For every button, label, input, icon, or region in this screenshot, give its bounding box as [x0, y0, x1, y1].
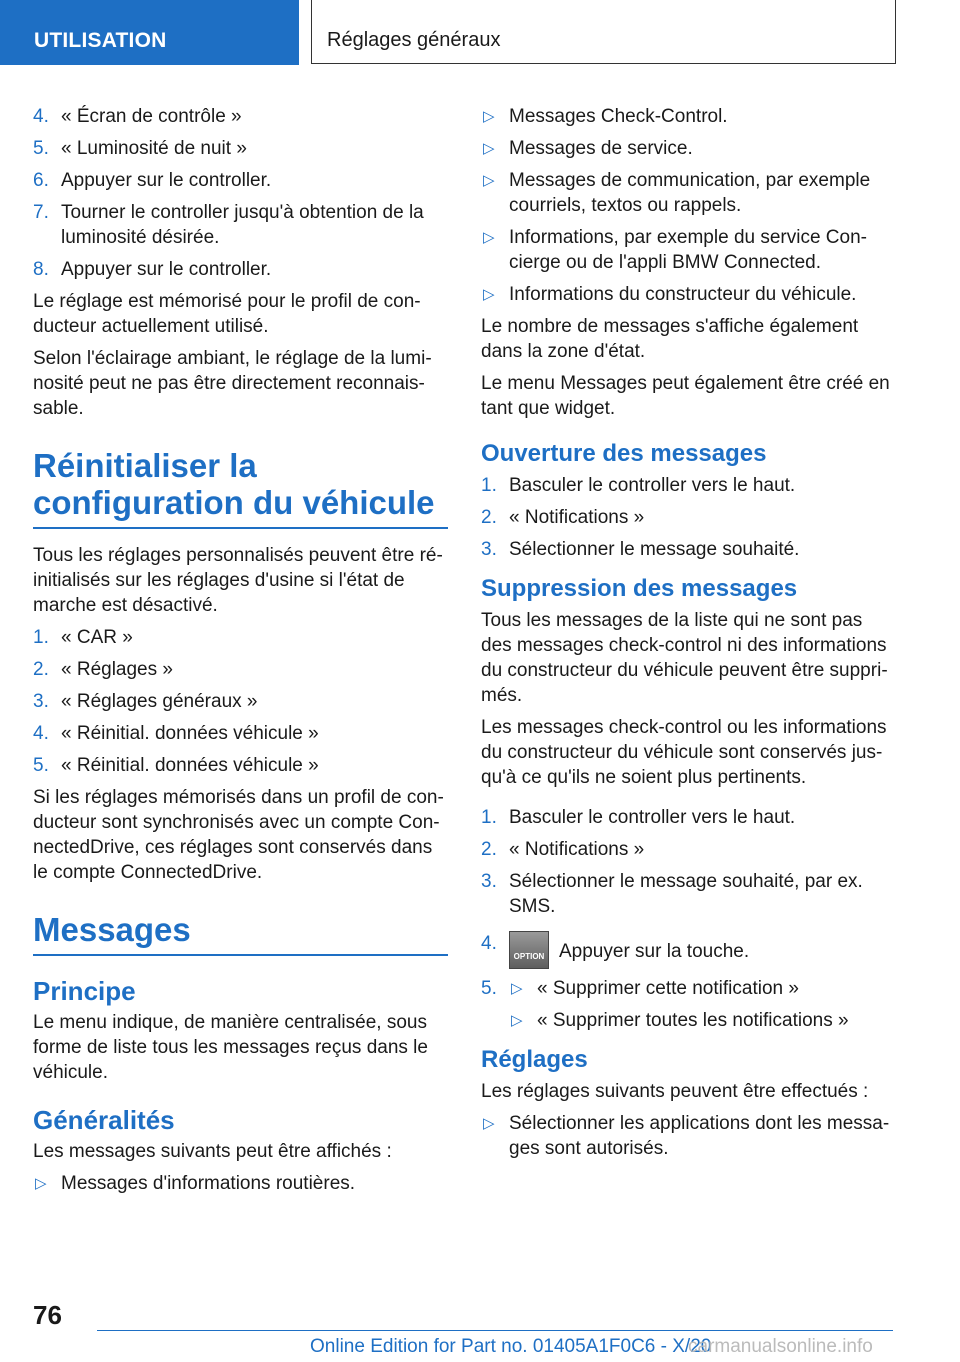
triangle-bullet-icon: ▷ — [35, 1175, 47, 1192]
bullet-text: Messages de service. — [509, 138, 693, 159]
triangle-bullet-icon: ▷ — [483, 1115, 495, 1132]
section-title: UTILISATION — [34, 29, 167, 52]
step-number: 5. — [33, 138, 49, 159]
bullet-text: Informations, par exemple du service Concierge ou de l'appli BMW Connected. — [509, 227, 867, 273]
step-number: 8. — [33, 259, 49, 280]
list-item — [33, 753, 448, 778]
step-text: Basculer le controller vers le haut. — [509, 475, 796, 496]
paragraph: Le menu Messages peut également être créé en tant que widget. — [481, 373, 890, 419]
paragraph: Les messages suivants peut être affichés : — [33, 1141, 392, 1162]
step-number: 2. — [33, 659, 49, 680]
list-item — [481, 1111, 896, 1161]
list-item — [481, 976, 896, 1033]
triangle-bullet-icon: ▷ — [483, 140, 495, 157]
bullet-text: Messages d'informations routières. — [61, 1173, 356, 1194]
paragraph: Le nombre de messages s'affiche également dans la zone d'état. — [481, 316, 859, 362]
step-number: 4. — [481, 933, 497, 954]
triangle-bullet-icon: ▷ — [483, 108, 495, 125]
list-item — [33, 657, 448, 682]
triangle-bullet-icon: ▷ — [511, 1012, 523, 1029]
step-text: « Réinitial. données véhicule » — [61, 755, 319, 776]
watermark: carmanualsonline.info — [688, 1336, 873, 1357]
paragraph: Si les réglages mémorisés dans un profil de conducteur sont synchronisés avec un compte ConnectedDrive, ces réglages sont conservés dans le compte ConnectedDrive. — [33, 787, 444, 883]
step-number: 1. — [481, 807, 497, 828]
sub-item — [509, 1008, 896, 1033]
list-item — [33, 168, 448, 193]
chapter-title: Réglages généraux — [327, 29, 501, 51]
step-number: 5. — [481, 978, 497, 999]
list-item — [33, 721, 448, 746]
list-item — [481, 505, 896, 530]
list-item — [481, 136, 896, 161]
paragraph: Le réglage est mémorisé pour le profil de conducteur actuellement utilisé. — [33, 291, 421, 337]
step-text: « CAR » — [61, 627, 133, 648]
step-number: 1. — [33, 627, 49, 648]
list-item — [481, 931, 896, 969]
triangle-bullet-icon: ▷ — [483, 229, 495, 246]
step-number: 2. — [481, 507, 497, 528]
list-item — [481, 837, 896, 862]
paragraph: Selon l'éclairage ambiant, le réglage de la luminosité peut ne pas être directement reconnaissable. — [33, 348, 432, 419]
bullet-text: Informations du constructeur du véhicule. — [509, 284, 857, 305]
option-button-icon — [509, 931, 549, 969]
heading-settings: Réglages — [481, 1046, 588, 1073]
step-number: 3. — [481, 871, 497, 892]
step-number: 3. — [33, 691, 49, 712]
bullet-text: Sélectionner les applications dont les messages sont autorisés. — [509, 1113, 890, 1159]
list-item — [481, 869, 896, 919]
step-text: Appuyer sur la touche. — [559, 941, 750, 962]
list-item — [481, 225, 896, 275]
step-number: 1. — [481, 475, 497, 496]
list-item — [481, 168, 896, 218]
triangle-bullet-icon: ▷ — [511, 980, 523, 997]
footer-rule — [97, 1330, 893, 1331]
heading-messages: Messages — [33, 911, 448, 956]
list-item — [33, 104, 448, 129]
paragraph: Les messages check-control ou les informations du constructeur du véhicule sont conservés jusqu'à ce qu'ils ne soient plus pertinents. — [481, 717, 887, 788]
step-number: 2. — [481, 839, 497, 860]
list-item — [33, 1171, 448, 1196]
sub-text: « Supprimer cette notification » — [537, 978, 799, 999]
list-item — [481, 537, 896, 562]
step-number: 4. — [33, 723, 49, 744]
step-text: Basculer le controller vers le haut. — [509, 807, 796, 828]
list-item — [481, 282, 896, 307]
step-text: « Notifications » — [509, 507, 645, 528]
footer-edition: Online Edition for Part no. 01405A1F0C6 - X/20 — [310, 1336, 712, 1357]
step-text: « Réglages » — [61, 659, 173, 680]
step-text: Appuyer sur le controller. — [61, 259, 272, 280]
heading-generalites: Généralités — [33, 1105, 175, 1135]
paragraph: Les réglages suivants peuvent être effectués : — [481, 1081, 869, 1102]
option-button-label: OPTION — [513, 952, 545, 961]
list-item — [33, 200, 448, 250]
list-item — [33, 136, 448, 161]
bullet-text: Messages Check-Control. — [509, 106, 728, 127]
step-text: Appuyer sur le controller. — [61, 170, 272, 191]
paragraph: Le menu indique, de manière centralisée, sous forme de liste tous les messages reçus dans le véhicule. — [33, 1012, 428, 1083]
step-number: 3. — [481, 539, 497, 560]
triangle-bullet-icon: ▷ — [483, 286, 495, 303]
heading-reset: Réinitialiser la configuration du véhicule — [33, 447, 448, 529]
step-text: « Luminosité de nuit » — [61, 138, 247, 159]
step-number: 5. — [33, 755, 49, 776]
bullet-text: Messages de communication, par exemple courriels, textos ou rappels. — [509, 170, 871, 216]
left-column — [33, 104, 448, 1203]
paragraph: Tous les messages de la liste qui ne sont pas des messages check-control ni des informations du constructeur du véhicule peuvent être supprimés. — [481, 610, 888, 706]
heading-delete: Suppression des messages — [481, 575, 798, 602]
page-number: 76 — [33, 1300, 62, 1330]
list-item — [481, 104, 896, 129]
step-text: Sélectionner le message souhaité, par ex. SMS. — [509, 871, 863, 917]
step-text: « Notifications » — [509, 839, 645, 860]
step-number: 7. — [33, 202, 49, 223]
right-column — [481, 104, 896, 1168]
list-item — [33, 625, 448, 650]
step-number: 4. — [33, 106, 49, 127]
step-text: Tourner le controller jusqu'à obtention de la luminosité désirée. — [61, 202, 424, 248]
list-item — [33, 689, 448, 714]
step-number: 6. — [33, 170, 49, 191]
list-item — [481, 473, 896, 498]
step-text: Sélectionner le message souhaité. — [509, 539, 800, 560]
step-text: « Réinitial. données véhicule » — [61, 723, 319, 744]
list-item — [481, 805, 896, 830]
section-tab — [0, 0, 299, 65]
chapter-box — [311, 0, 896, 64]
triangle-bullet-icon: ▷ — [483, 172, 495, 189]
step-text: « Écran de contrôle » — [61, 106, 242, 127]
sub-text: « Supprimer toutes les notifications » — [537, 1010, 849, 1031]
sub-item — [509, 976, 896, 1001]
paragraph: Tous les réglages personnalisés peuvent être réinitialisés sur les réglages d'usine si l'état de marche est désactivé. — [33, 545, 443, 616]
heading-principe: Principe — [33, 976, 136, 1006]
list-item — [33, 257, 448, 282]
heading-open: Ouverture des messages — [481, 440, 767, 467]
step-text: « Réglages généraux » — [61, 691, 258, 712]
